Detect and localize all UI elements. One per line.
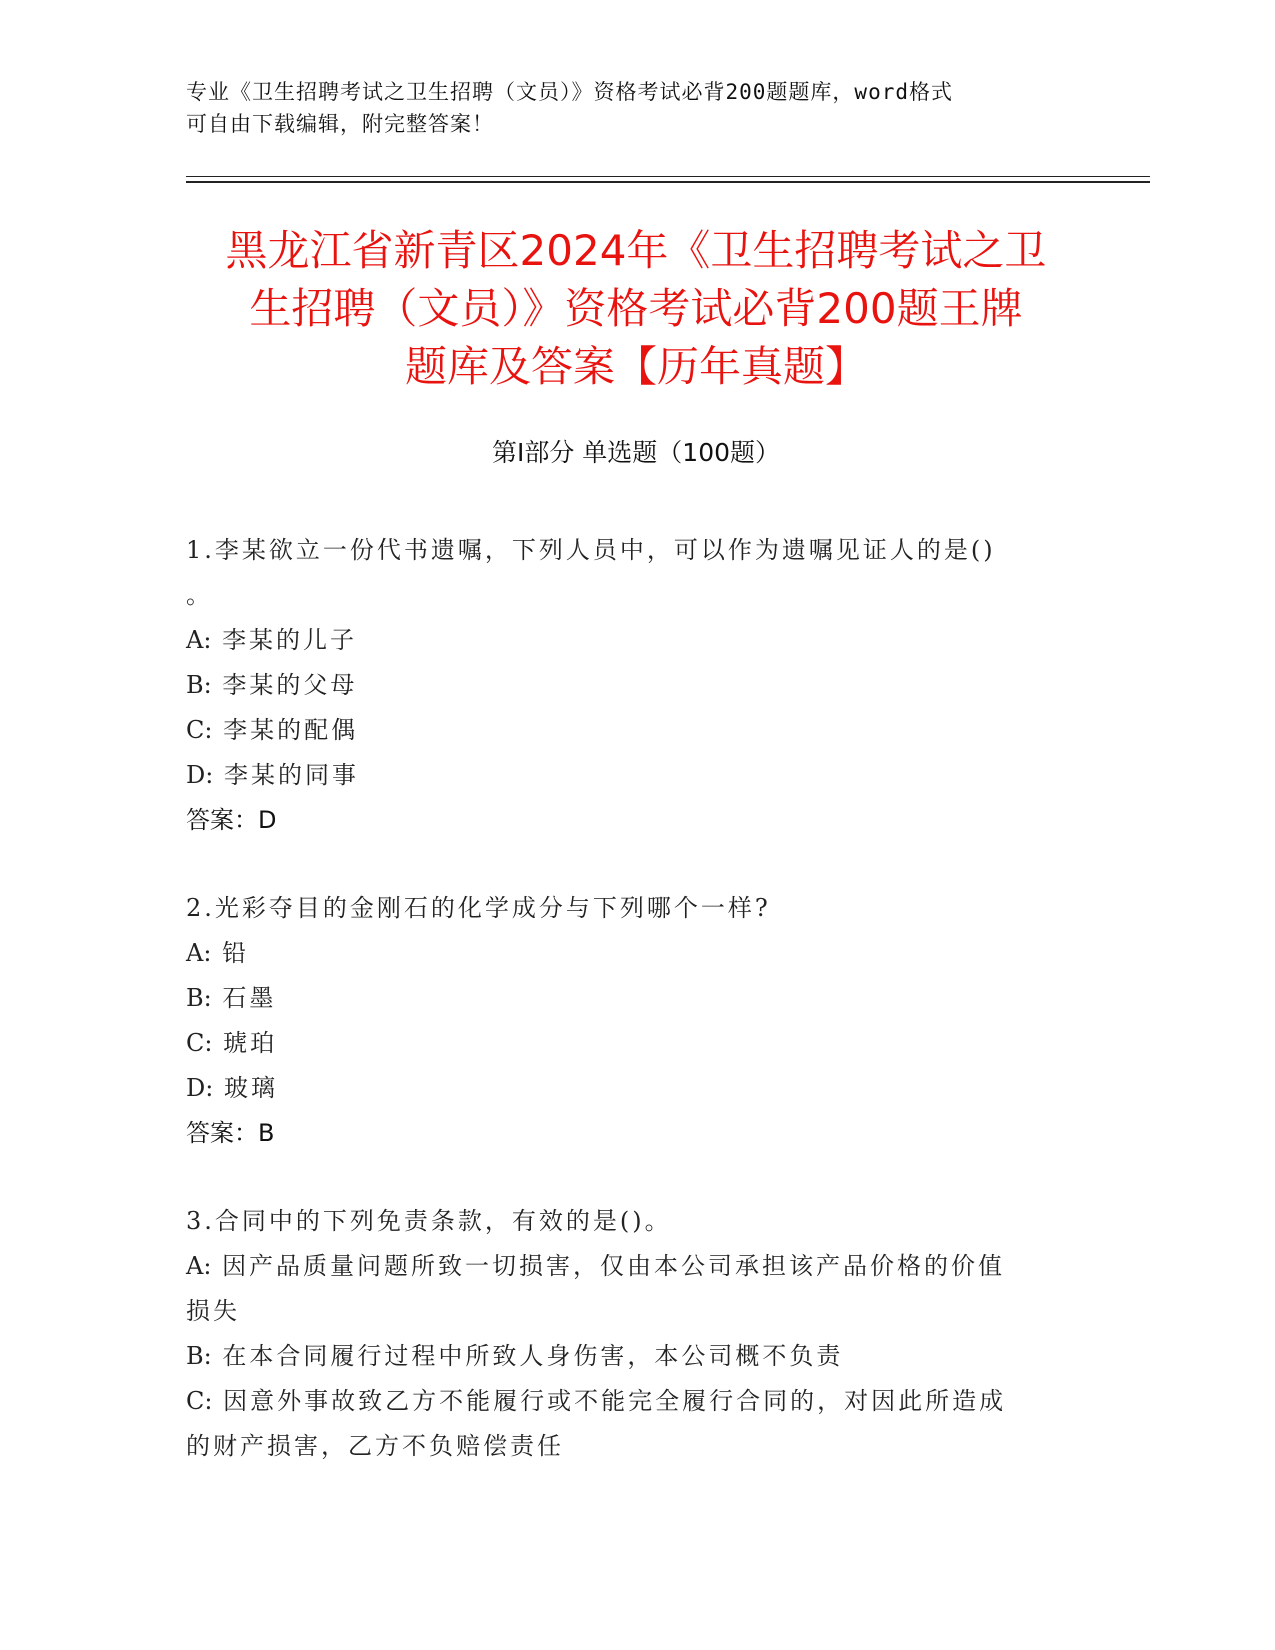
option-text: 在本合同履行过程中所致人身伤害，本公司概不负责	[222, 1342, 844, 1370]
answer: 答案：D	[186, 806, 277, 834]
option-b	[186, 663, 1086, 708]
title-line1: 黑龙江省新青区2024年《卫生招聘考试之卫	[225, 226, 1047, 275]
header-divider-thick	[186, 181, 1150, 183]
question-list	[186, 528, 1086, 1512]
option-text: 李某的同事	[223, 761, 359, 789]
question-1	[186, 528, 1086, 843]
option-text: 李某的儿子	[222, 626, 358, 654]
question-stem-continuation: 。	[186, 581, 213, 609]
option-b	[186, 1334, 1086, 1379]
header-note-line1: 专业《卫生招聘考试之卫生招聘（文员）》资格考试必背200题题库，word格式	[186, 80, 953, 104]
option-c	[186, 708, 1086, 753]
option-label: B:	[186, 984, 212, 1012]
option-text: 因意外事故致乙方不能履行或不能完全履行合同的，对因此所造成	[223, 1387, 1007, 1415]
option-label: D:	[186, 1074, 214, 1102]
question-stem: 3.合同中的下列免责条款，有效的是()。	[186, 1207, 672, 1235]
option-c-continuation: 的财产损害，乙方不负赔偿责任	[186, 1432, 564, 1460]
option-text: 玻璃	[223, 1074, 278, 1102]
title-line3: 题库及答案【历年真题】	[404, 342, 867, 391]
option-label: C:	[186, 1029, 213, 1057]
question-2	[186, 886, 1086, 1156]
option-label: A:	[186, 1252, 212, 1280]
option-label: C:	[186, 716, 213, 744]
option-label: B:	[186, 671, 212, 699]
option-d	[186, 753, 1086, 798]
question-stem: 1.李某欲立一份代书遗嘱，下列人员中，可以作为遗嘱见证人的是()	[186, 536, 996, 564]
option-text: 石墨	[222, 984, 277, 1012]
document-title	[186, 222, 1086, 396]
option-text: 李某的配偶	[223, 716, 359, 744]
option-label: A:	[186, 939, 212, 967]
title-line2: 生招聘（文员）》资格考试必背200题王牌	[249, 284, 1023, 333]
section-heading: 第I部分 单选题（100题）	[491, 438, 781, 467]
option-text: 琥珀	[223, 1029, 278, 1057]
option-text: 因产品质量问题所致一切损害，仅由本公司承担该产品价格的价值	[222, 1252, 1006, 1280]
option-a	[186, 931, 1086, 976]
header-note-line2: 可自由下载编辑，附完整答案！	[186, 112, 494, 136]
option-label: D:	[186, 761, 214, 789]
header-divider-thin	[186, 176, 1150, 177]
option-b	[186, 976, 1086, 1021]
option-d	[186, 1066, 1086, 1111]
option-c	[186, 1379, 1086, 1424]
option-text: 李某的父母	[222, 671, 358, 699]
question-3	[186, 1199, 1086, 1469]
option-label: A:	[186, 626, 212, 654]
option-a-continuation: 损失	[186, 1297, 240, 1325]
option-text: 铅	[222, 939, 250, 967]
option-label: C:	[186, 1387, 213, 1415]
answer: 答案：B	[186, 1119, 275, 1147]
option-label: B:	[186, 1342, 212, 1370]
option-c	[186, 1021, 1086, 1066]
option-a	[186, 1244, 1086, 1289]
header-note	[186, 76, 1086, 140]
option-a	[186, 618, 1086, 663]
question-stem: 2.光彩夺目的金刚石的化学成分与下列哪个一样?	[186, 894, 771, 922]
